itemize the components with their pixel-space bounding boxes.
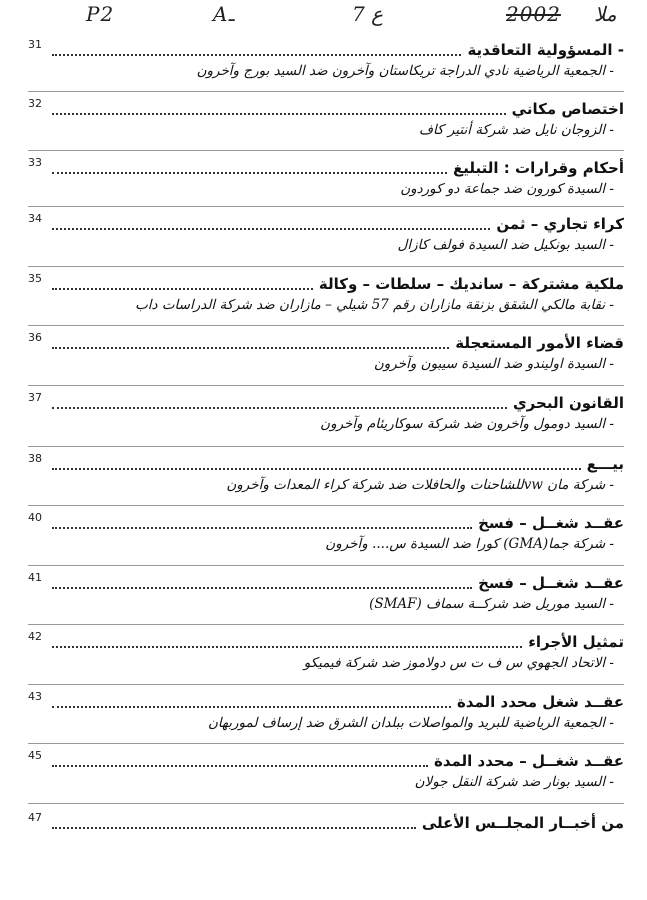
dot-leader: [52, 706, 451, 708]
page-number: 31: [28, 38, 42, 51]
separator: [28, 91, 624, 92]
entry-title: قضاء الأمور المستعجلة: [455, 334, 624, 352]
handwritten-mark: ملا: [594, 2, 617, 26]
dot-leader: [52, 646, 522, 648]
case-line: - السيد موريل ضد شركــة سماف (SMAF): [369, 596, 614, 612]
toc-entry: [28, 212, 624, 254]
toc-entry: [28, 272, 624, 314]
dot-leader: [52, 172, 447, 174]
page-number: 43: [28, 690, 42, 703]
dot-leader: [52, 587, 472, 589]
toc-entry: [28, 630, 624, 672]
dot-leader: [52, 54, 461, 56]
page-number: 36: [28, 331, 42, 344]
case-line: - الاتحاد الجهوي س ف ت س دولاموز ضد شركة فيميكو: [303, 655, 614, 671]
page-number: 41: [28, 571, 42, 584]
dot-leader: [52, 347, 449, 349]
separator: [28, 206, 624, 207]
toc-entry: [28, 811, 624, 833]
entry-title: كراء تجاري – ثمن: [496, 215, 624, 233]
toc-entry: [28, 452, 624, 494]
handwritten-mark: P2: [86, 2, 115, 26]
entry-title: عقــد شغــل – محدد المدة: [433, 752, 624, 770]
separator: [28, 266, 624, 267]
dot-leader: [52, 228, 490, 230]
toc-entry: [28, 391, 624, 433]
case-line: - السيد بونكيل ضد السيدة فولف كازال: [397, 237, 614, 253]
entry-title: عقــد شغــل – فسخ: [478, 514, 624, 532]
page-number: 45: [28, 749, 42, 762]
case-line: - الزوجان نايل ضد شركة أنتير كاف: [419, 122, 614, 138]
handwritten-mark: 2002: [506, 2, 561, 26]
separator: [28, 505, 624, 506]
toc-entry: [28, 511, 624, 553]
dot-leader: [52, 113, 506, 115]
toc-entry: [28, 331, 624, 373]
separator: [28, 743, 624, 744]
case-line: - السيد دومول وآخرون ضد شركة سوكاريئام وآخرون: [320, 416, 614, 432]
separator: [28, 150, 624, 151]
page-number: 33: [28, 156, 42, 169]
page-number: 38: [28, 452, 42, 465]
case-line: - الجمعية الرياضية للبريد والمواصلات ببلدان الشرق ضد إرساف لموربهان: [208, 715, 614, 731]
case-line: - السيد بونار ضد شركة النقل جولان: [414, 774, 614, 790]
entry-title: بيـــع: [586, 455, 624, 473]
page-number: 40: [28, 511, 42, 524]
dot-leader: [52, 288, 313, 290]
entry-title: عقــد شغــل – فسخ: [478, 574, 624, 592]
page-number: 37: [28, 391, 42, 404]
separator: [28, 684, 624, 685]
entry-title: القانون البحري: [512, 394, 624, 412]
separator: [28, 803, 624, 804]
entry-title: عقــد شغل محدد المدة: [456, 693, 624, 711]
entry-title: اختصاص مكاني: [511, 100, 624, 118]
entry-title: ملكية مشتركة – سانديك – سلطات – وكالة: [318, 275, 624, 293]
handwritten-mark: 7 ع: [352, 2, 384, 26]
dot-leader: [52, 765, 428, 767]
page-number: 47: [28, 811, 42, 824]
page-number: 34: [28, 212, 42, 225]
toc-entry: [28, 690, 624, 732]
separator: [28, 325, 624, 326]
toc-entry: [28, 156, 624, 198]
case-line: - نقابة مالكي الشقق بزنقة مازاران رقم 57 شيلي – مازاران ضد شركة الدراسات داب: [135, 297, 614, 313]
page-number: 35: [28, 272, 42, 285]
case-line: - السيدة كورون ضد جماعة دو كوردون: [400, 181, 614, 197]
handwritten-mark: Aـ: [213, 2, 235, 26]
case-line: - الجمعية الرياضية نادي الدراجة تريكاستان وآخرون ضد السيد بورج وآخرون: [196, 63, 614, 79]
dot-leader: [52, 827, 416, 829]
entry-title: تمثيل الأجراء: [528, 633, 624, 651]
entry-title: أحكام وقرارات : التبليغ: [453, 159, 624, 177]
separator: [28, 385, 624, 386]
dot-leader: [52, 407, 507, 409]
page-number: 32: [28, 97, 42, 110]
toc-entry: [28, 749, 624, 791]
toc-entry: [28, 38, 624, 80]
case-line: - السيدة اوليندو ضد السيدة سيبون وآخرون: [373, 356, 614, 372]
dot-leader: [52, 527, 472, 529]
case-line: - شركة مان vwللشاحنات والحافلات ضد شركة كراء المعدات وآخرون: [226, 477, 614, 493]
toc-entry: [28, 571, 624, 613]
page-number: 42: [28, 630, 42, 643]
entry-title: - المسؤولية التعاقدية: [467, 41, 624, 59]
dot-leader: [52, 468, 581, 470]
toc-entry: [28, 97, 624, 139]
separator: [28, 446, 624, 447]
separator: [28, 565, 624, 566]
case-line: - شركة جما(GMA) كورا ضد السيدة س.... وآخرون: [325, 536, 614, 552]
entry-title: من أخبــار المجلــس الأعلى: [421, 814, 624, 832]
separator: [28, 624, 624, 625]
